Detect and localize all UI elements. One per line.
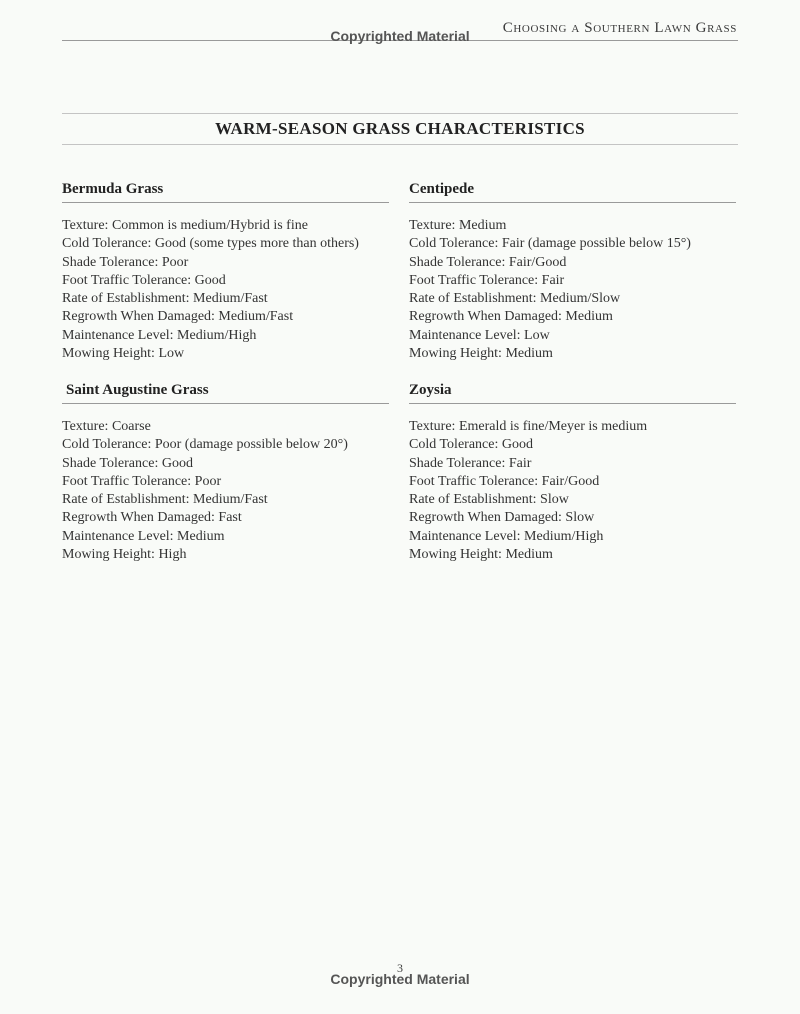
characteristic-cold-tolerance: Cold Tolerance: Poor (damage possible below 20°) <box>62 437 348 453</box>
characteristic-shade-tolerance: Shade Tolerance: Fair/Good <box>409 254 567 270</box>
characteristic-shade-tolerance: Shade Tolerance: Good <box>62 455 193 471</box>
page-title: WARM-SEASON GRASS CHARACTERISTICS <box>215 119 585 138</box>
characteristic-maintenance: Maintenance Level: Medium/High <box>62 327 257 343</box>
characteristic-establishment: Rate of Establishment: Medium/Fast <box>62 492 268 508</box>
characteristic-texture: Texture: Emerald is fine/Meyer is medium <box>409 419 648 434</box>
section-centipede <box>409 181 736 363</box>
characteristics-list <box>409 217 736 363</box>
characteristics-list <box>62 217 389 363</box>
characteristic-shade-tolerance: Shade Tolerance: Fair <box>409 455 532 471</box>
characteristic-establishment: Rate of Establishment: Medium/Slow <box>409 291 621 307</box>
watermark-bottom: Copyrighted Material <box>330 971 470 987</box>
characteristic-texture: Texture: Common is medium/Hybrid is fine <box>62 218 308 233</box>
page-number: 3 <box>397 961 403 975</box>
characteristic-cold-tolerance: Cold Tolerance: Good (some types more than others) <box>62 236 359 252</box>
characteristic-regrowth: Regrowth When Damaged: Medium/Fast <box>62 309 294 325</box>
characteristic-establishment: Rate of Establishment: Medium/Fast <box>62 291 268 307</box>
characteristics-list <box>409 418 736 564</box>
section-heading: Zoysia <box>409 382 736 404</box>
characteristics-list <box>62 418 389 564</box>
characteristic-mowing-height: Mowing Height: High <box>62 547 187 563</box>
characteristic-foot-traffic: Foot Traffic Tolerance: Good <box>62 272 226 288</box>
running-head: Choosing a Southern Lawn Grass <box>502 20 737 36</box>
watermark-top: Copyrighted Material <box>330 28 470 44</box>
section-heading: Bermuda Grass <box>62 181 389 203</box>
characteristic-texture: Texture: Coarse <box>62 419 151 434</box>
characteristic-foot-traffic: Foot Traffic Tolerance: Poor <box>62 473 222 489</box>
characteristic-shade-tolerance: Shade Tolerance: Poor <box>62 254 189 270</box>
characteristic-texture: Texture: Medium <box>409 218 507 233</box>
characteristic-maintenance: Maintenance Level: Medium <box>62 528 225 544</box>
characteristic-cold-tolerance: Cold Tolerance: Fair (damage possible below 15°) <box>409 236 691 252</box>
section-saint-augustine-grass <box>62 382 389 564</box>
section-heading: Centipede <box>409 181 736 203</box>
characteristic-cold-tolerance: Cold Tolerance: Good <box>409 437 533 453</box>
characteristic-regrowth: Regrowth When Damaged: Fast <box>62 510 242 526</box>
characteristic-establishment: Rate of Establishment: Slow <box>409 492 569 508</box>
characteristic-mowing-height: Mowing Height: Medium <box>409 547 553 563</box>
characteristic-foot-traffic: Foot Traffic Tolerance: Fair/Good <box>409 473 600 489</box>
section-heading: Saint Augustine Grass <box>62 382 389 404</box>
title-band <box>62 113 738 145</box>
characteristic-mowing-height: Mowing Height: Low <box>62 346 185 362</box>
section-zoysia <box>409 382 736 564</box>
characteristic-mowing-height: Mowing Height: Medium <box>409 346 553 362</box>
characteristic-regrowth: Regrowth When Damaged: Slow <box>409 510 595 526</box>
characteristic-maintenance: Maintenance Level: Medium/High <box>409 528 604 544</box>
characteristic-regrowth: Regrowth When Damaged: Medium <box>409 309 613 325</box>
section-bermuda-grass <box>62 181 389 363</box>
characteristic-maintenance: Maintenance Level: Low <box>409 327 550 343</box>
characteristic-foot-traffic: Foot Traffic Tolerance: Fair <box>409 272 565 288</box>
